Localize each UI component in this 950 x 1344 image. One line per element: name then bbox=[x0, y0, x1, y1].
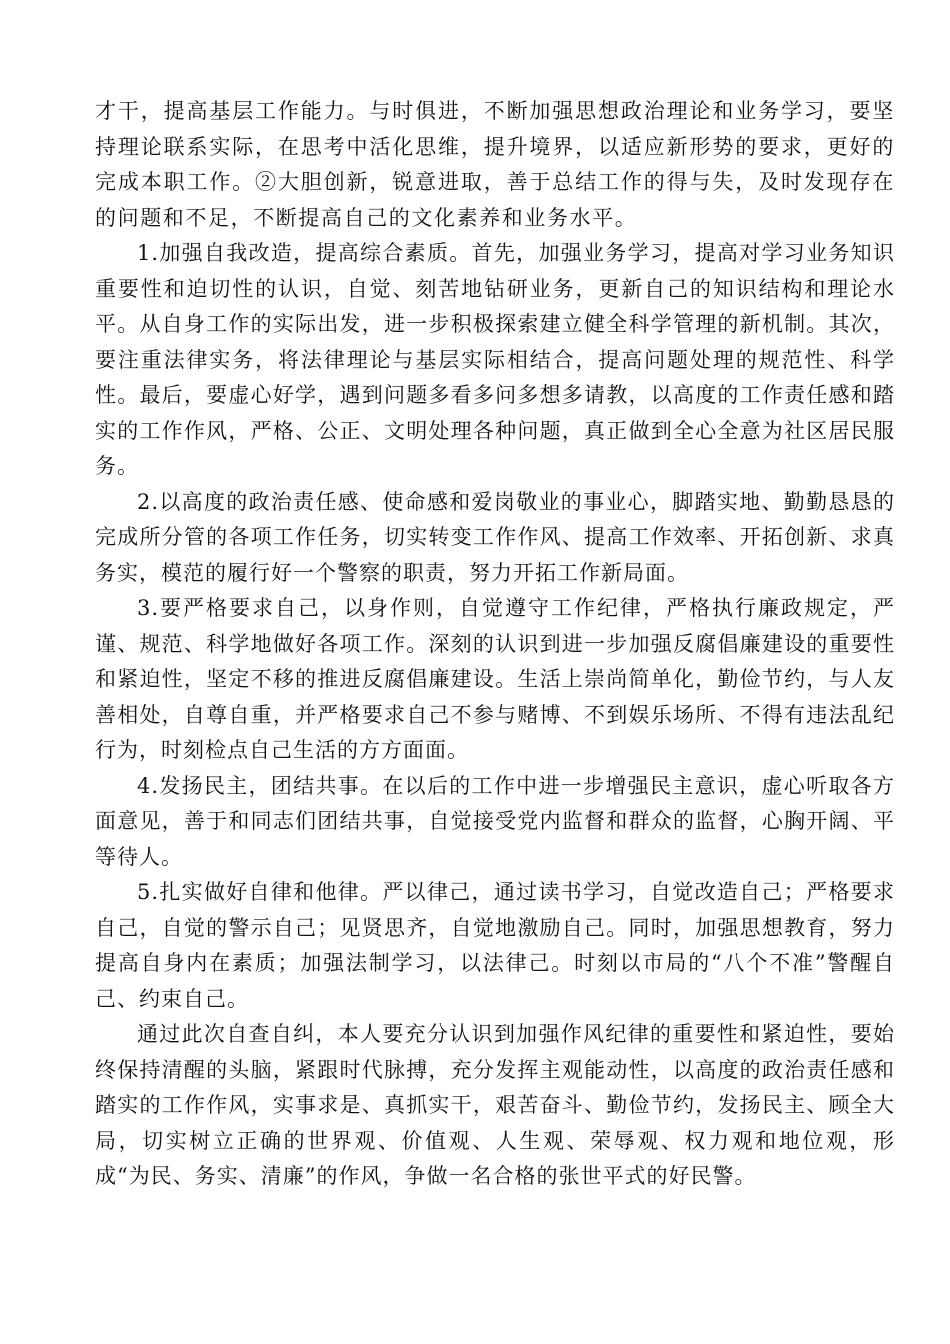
paragraph-item-5: 5.扎实做好自律和他律。严以律己，通过读书学习，自觉改造自己；严格要求自己，自觉的警示自己；见贤思齐，自觉地激励自己。同时，加强思想教育，努力提高自身内在素质；加强法制学习，以法律己。时刻以市局的“八个不准”警醒自己、约束自己。 bbox=[95, 880, 895, 1011]
paragraph-item-2: 2.以高度的政治责任感、使命感和爱岗敬业的事业心，脚踏实地、勤勤恳恳的完成所分管的各项工作任务，切实转变工作作风、提高工作效率、开拓创新、求真务实，模范的履行好一个警察的职责，努力开拓工作新局面。 bbox=[95, 489, 895, 585]
paragraph-continuation: 才干，提高基层工作能力。与时俱进，不断加强思想政治理论和业务学习，要坚持理论联系实际，在思考中活化思维，提升境界，以适应新形势的要求，更好的完成本职工作。②大胆创新，锐意进取，善于总结工作的得与失，及时发现存在的问题和不足，不断提高自己的文化素养和业务水平。 bbox=[95, 99, 895, 230]
paragraph-item-1: 1.加强自我改造，提高综合素质。首先，加强业务学习，提高对学习业务知识重要性和迫切性的认识，自觉、刻苦地钻研业务，更新自己的知识结构和理论水平。从自身工作的实际出发，进一步积极探索建立健全科学管理的新机制。其次，要注重法律实务，将法律理论与基层实际相结合，提高问题处理的规范性、科学性。最后，要虚心好学，遇到问题多看多问多想多请教，以高度的工作责任感和踏实的工作作风，严格、公正、文明处理各种问题，真正做到全心全意为社区居民服务。 bbox=[95, 241, 895, 478]
paragraph-conclusion: 通过此次自查自纠，本人要充分认识到加强作风纪律的重要性和紧迫性，要始终保持清醒的头脑，紧跟时代脉搏，充分发挥主观能动性，以高度的政治责任感和踏实的工作作风，实事求是、真抓实干，艰苦奋斗、勤俭节约，发扬民主、顾全大局，切实树立正确的世界观、价值观、人生观、荣辱观、权力观和地位观，形成“为民、务实、清廉”的作风，争做一名合格的张世平式的好民警。 bbox=[95, 1022, 895, 1188]
paragraph-item-3: 3.要严格要求自己，以身作则，自觉遵守工作纪律，严格执行廉政规定，严谨、规范、科学地做好各项工作。深刻的认识到进一步加强反腐倡廉建设的重要性和紧迫性，坚定不移的推进反腐倡廉建设。生活上崇尚简单化，勤俭节约，与人友善相处，自尊自重，并严格要求自己不参与赌博、不到娱乐场所、不得有违法乱纪行为，时刻检点自己生活的方方面面。 bbox=[95, 596, 895, 762]
paragraph-item-4: 4.发扬民主，团结共事。在以后的工作中进一步增强民主意识，虚心听取各方面意见，善于和同志们团结共事，自觉接受党内监督和群众的监督，心胸开阔、平等待人。 bbox=[95, 773, 895, 869]
document-body bbox=[95, 94, 895, 1195]
